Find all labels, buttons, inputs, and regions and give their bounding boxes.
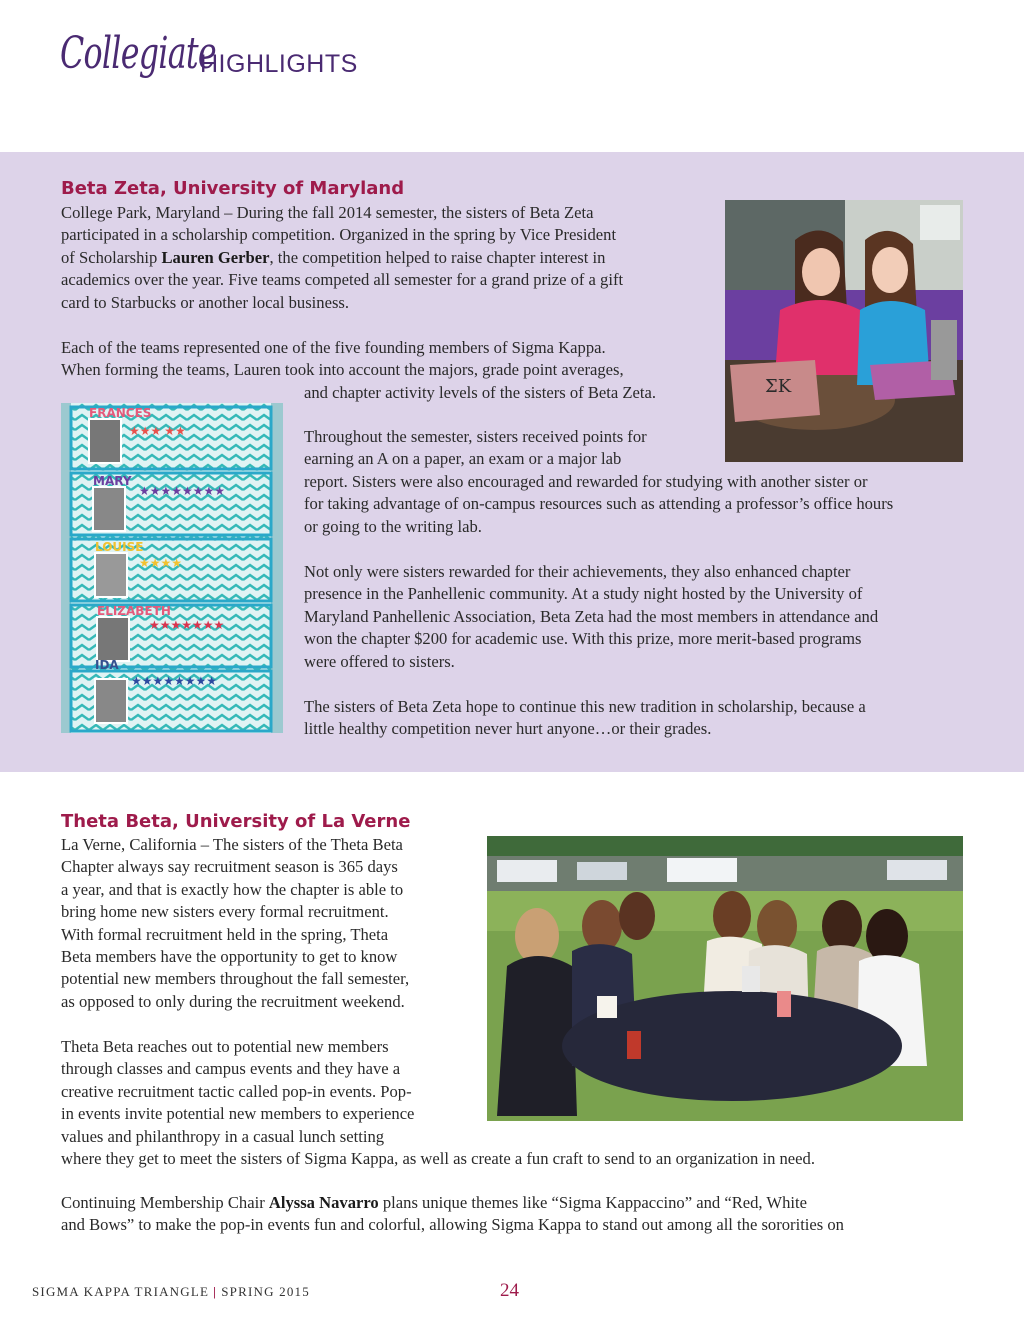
photo-group-lunch [487,836,963,1121]
svg-text:★★★★★★★: ★★★★★★★ [149,618,225,632]
text-line: and Bows” to make the pop-in events fun and colorful, allowing Sigma Kappa to stand out among all the sororities on [61,1215,844,1235]
text-line: report. Sisters were also encouraged and rewarded for studying with another sister or [304,471,868,491]
svg-text:★★★ ★★: ★★★ ★★ [129,424,186,438]
text-line: card to Starbucks or another local business. [61,292,350,312]
person-name: Lauren Gerber [161,247,270,267]
text-line: earning an A on a paper, an exam or a major lab [304,449,622,469]
theta-beta-heading: Theta Beta, University of La Verne [61,811,411,832]
beta-zeta-paragraph-5 [304,696,866,741]
theta-beta-paragraph-3 [61,1192,844,1237]
text-line: won the chapter $200 for academic use. With this prize, more merit-based programs [304,629,862,649]
text-line: With formal recruitment held in the spring, Theta [61,924,389,944]
beta-zeta-paragraph-4 [304,561,878,673]
svg-text:★★★★★★★★: ★★★★★★★★ [139,484,226,498]
text-line: potential new members throughout the fall semester, [61,969,410,989]
text-line: and chapter activity levels of the sisters of Beta Zeta. [304,382,657,402]
team-name-elizabeth: ELIZABETH [97,604,171,618]
text-line: Beta members have the opportunity to get to know [61,947,398,967]
text-line: When forming the teams, Lauren took into account the majors, grade point averages, [61,360,624,380]
photo-scoreboard [61,403,283,733]
text-line: academics over the year. Five teams competed all semester for a grand prize of a gift [61,270,624,290]
text-line: where they get to meet the sisters of Sigma Kappa, as well as create a fun craft to send to an organization in need. [61,1149,815,1169]
text-line: Chapter always say recruitment season is 365 days [61,857,398,877]
header-script-word: Collegiate [60,28,216,79]
text-fragment: plans unique themes like “Sigma Kappaccino” and “Red, White [378,1193,807,1212]
group-lunch-svg [487,836,963,1121]
issue-date: SPRING 2015 [221,1284,310,1299]
theta-beta-paragraph-1 [61,834,409,1013]
team-name-ida: IDA [95,658,119,672]
text-line: La Verne, California – The sisters of the Theta Beta [61,835,403,854]
text-line: values and philanthropy in a casual lunch setting [61,1126,385,1146]
svg-text:★★★★: ★★★★ [139,556,183,570]
beta-zeta-paragraph-1 [61,202,623,314]
text-line: were offered to sisters. [304,651,455,671]
text-line: presence in the Panhellenic community. At a study night hosted by the University of [304,584,863,604]
footer-publication [32,1284,310,1300]
publication-name: SIGMA KAPPA TRIANGLE [32,1284,210,1299]
text-line: little healthy competition never hurt anyone…or their grades. [304,719,712,739]
footer-separator: | [213,1284,218,1299]
text-line: Theta Beta reaches out to potential new members [61,1037,389,1056]
text-line: in events invite potential new members to experience [61,1104,415,1124]
page-number: 24 [500,1280,519,1301]
text-line: through classes and campus events and they have a [61,1059,401,1079]
text-line: as opposed to only during the recruitment weekend. [61,991,405,1011]
text-line: Maryland Panhellenic Association, Beta Zeta had the most members in attendance and [304,606,879,626]
text-line: bring home new sisters every formal recruitment. [61,902,389,922]
text-line: College Park, Maryland – During the fall 2014 semester, the sisters of Beta Zeta [61,203,594,222]
laptop-letters: ΣK [765,376,792,397]
person-name: Alyssa Navarro [268,1193,379,1212]
text-fragment: of Scholarship [61,247,162,267]
photo-sisters-svg [725,200,963,462]
text-fragment: Continuing Membership Chair [61,1193,269,1212]
text-line: The sisters of Beta Zeta hope to continue this new tradition in scholarship, because a [304,697,866,716]
text-fragment: , the competition helped to raise chapter interest in [269,247,606,267]
text-line: participated in a scholarship competition. Organized in the spring by Vice President [61,225,617,245]
header-caps-word: HIGHLIGHTS [200,50,358,78]
text-line [61,1192,844,1214]
text-line: or going to the writing lab. [304,516,482,536]
text-line [61,247,623,269]
photo-sisters-with-laptops [725,200,963,462]
text-line: Not only were sisters rewarded for their achievements, they also enhanced chapter [304,562,851,581]
text-line: Each of the teams represented one of the five founding members of Sigma Kappa. [61,338,606,357]
text-line: a year, and that is exactly how the chapter is able to [61,879,404,899]
text-line: for taking advantage of on-campus resources such as attending a professor’s office hours [304,494,894,514]
svg-text:★★★★★★★★: ★★★★★★★★ [131,674,218,688]
team-name-louise: LOUISE [95,540,144,554]
team-name-frances: FRANCES [89,406,152,420]
text-line: creative recruitment tactic called pop-in events. Pop- [61,1081,412,1101]
text-line: Throughout the semester, sisters received points for [304,427,647,446]
beta-zeta-heading: Beta Zeta, University of Maryland [61,178,405,199]
beta-zeta-paragraph-2 [61,337,656,404]
scoreboard-svg [61,403,283,733]
team-name-mary: MARY [93,474,132,488]
